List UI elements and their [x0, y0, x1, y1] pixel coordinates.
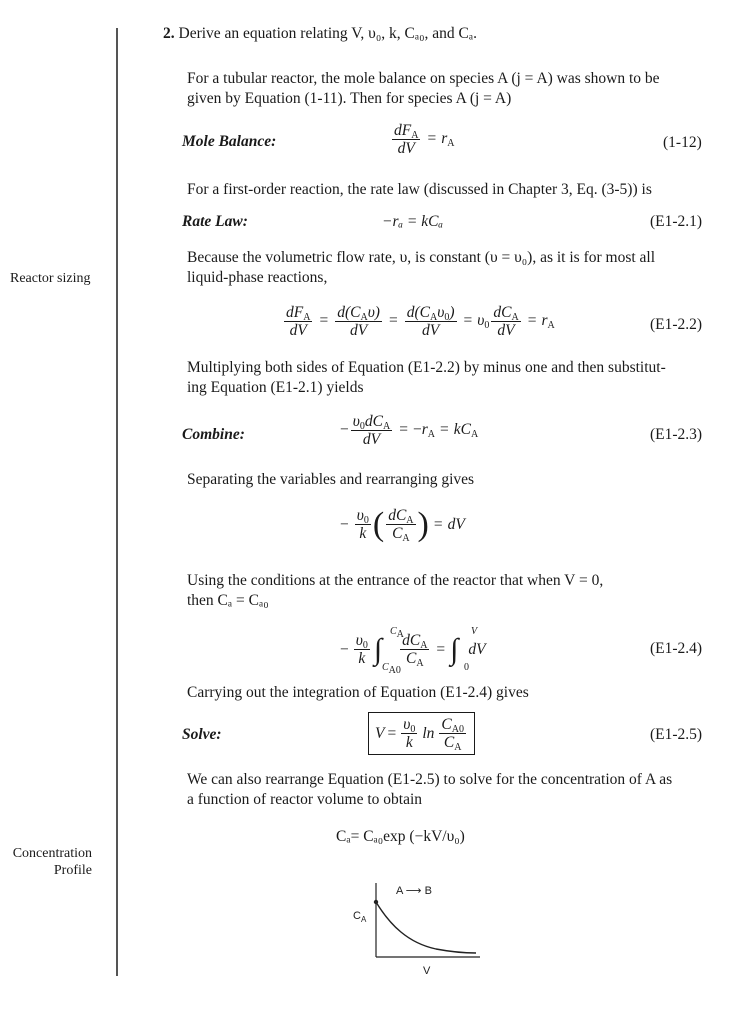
equation-number: (1-12): [663, 134, 702, 151]
paragraph-5: Separating the variables and rearranging gives: [187, 471, 475, 488]
equation-number: (E1-2.1): [650, 213, 703, 230]
equation-number: (E1-2.2): [650, 316, 703, 333]
equation-rate-law: −rₐ = kCₐ: [382, 213, 443, 230]
paragraph-3: [187, 248, 655, 288]
equation-concentration-profile: Cₐ= Cₐ₀exp (−kV/υ₀): [336, 828, 465, 845]
paragraph-1: [187, 69, 660, 109]
problem-statement: [163, 24, 477, 44]
equation-e1-2-3: − $\frac{\upsilon_0dC_A}{dV}$ = $-r_A = kC_A$: [340, 413, 479, 448]
paragraph-line: Using the conditions at the entrance of the reactor that when V = 0,: [187, 572, 604, 589]
label-combine: Combine:: [182, 426, 245, 443]
equation-mole-balance: $\frac{dF_A}{dV}$ = $r_A$: [394, 122, 455, 157]
concentration-profile-figure: [340, 875, 480, 980]
margin-note-line: Profile: [53, 863, 92, 878]
reaction-label: A ⟶ B: [396, 885, 432, 897]
paragraph-line: given by Equation (1-11). Then for species A (j = A): [187, 90, 512, 107]
paragraph-2: For a first-order reaction, the rate law (discussed in Chapter 3, Eq. (3-5)) is: [187, 181, 652, 198]
margin-rule: [116, 28, 118, 976]
label-solve: Solve:: [182, 726, 222, 743]
paragraph-8: [187, 770, 672, 810]
y-axis-label: $C_A$: [353, 910, 367, 924]
problem-number: 2.: [163, 25, 175, 42]
equation-number: (E1-2.5): [650, 726, 703, 743]
equation-separated: − $\frac{\upsilon_0}{k}$ ( $\frac{dC_A}{C_A}$ ) = dV: [340, 505, 465, 544]
problem-text: Derive an equation relating V, υ₀, k, Cₐ₀, and Cₐ.: [178, 25, 477, 42]
margin-note-reactor-sizing: Reactor sizing: [10, 271, 91, 286]
paragraph-6: [187, 571, 603, 611]
paragraph-line: ing Equation (E1-2.1) yields: [187, 379, 364, 396]
paragraph-7: Carrying out the integration of Equation (E1-2.4) gives: [187, 684, 529, 701]
label-rate-law: Rate Law:: [182, 213, 248, 230]
equation-number: (E1-2.4): [650, 640, 703, 657]
paragraph-line: then Cₐ = Cₐ₀: [187, 592, 269, 609]
decay-curve: [376, 902, 476, 953]
paragraph-line: Multiplying both sides of Equation (E1-2.2) by minus one and then substitut-: [187, 359, 666, 376]
margin-note-line: Concentration: [12, 846, 92, 861]
label-mole-balance: Mole Balance:: [182, 133, 277, 150]
equation-e1-2-5-boxed: V = $\frac{\upsilon_0}{k}$ ln $\frac{C_{A0}}{C_A}$: [368, 712, 475, 755]
paragraph-line: For a tubular reactor, the mole balance on species A (j = A) was shown to be: [187, 70, 660, 87]
x-axis-label: V: [423, 965, 431, 977]
equation-number: (E1-2.3): [650, 426, 703, 443]
paragraph-line: We can also rearrange Equation (E1-2.5) to solve for the concentration of A as: [187, 771, 673, 788]
paragraph-line: liquid-phase reactions,: [187, 269, 328, 286]
paragraph-4: [187, 358, 666, 398]
initial-point: [374, 900, 378, 904]
paragraph-line: a function of reactor volume to obtain: [187, 791, 423, 808]
paragraph-line: Because the volumetric flow rate, υ, is constant (υ = υ₀), as it is for most all: [187, 249, 656, 266]
equation-e1-2-2: $\frac{dF_A}{dV}$ = $\frac{d(C_A\upsilon)}{dV}$ = $\frac{d(C_A\upsilon_0)}{dV}$ = $\upsilon_0$ $\frac{dC_A}{dV}$ = $r_A$: [286, 304, 555, 339]
margin-note-concentration-profile: [6, 845, 92, 879]
equation-e1-2-4: − $\frac{\upsilon_0}{k}$ ∫ $\frac{dC_A}{C_A}$ = ∫ dV $C_A$ $C_{A0}$ V 0: [340, 626, 486, 676]
